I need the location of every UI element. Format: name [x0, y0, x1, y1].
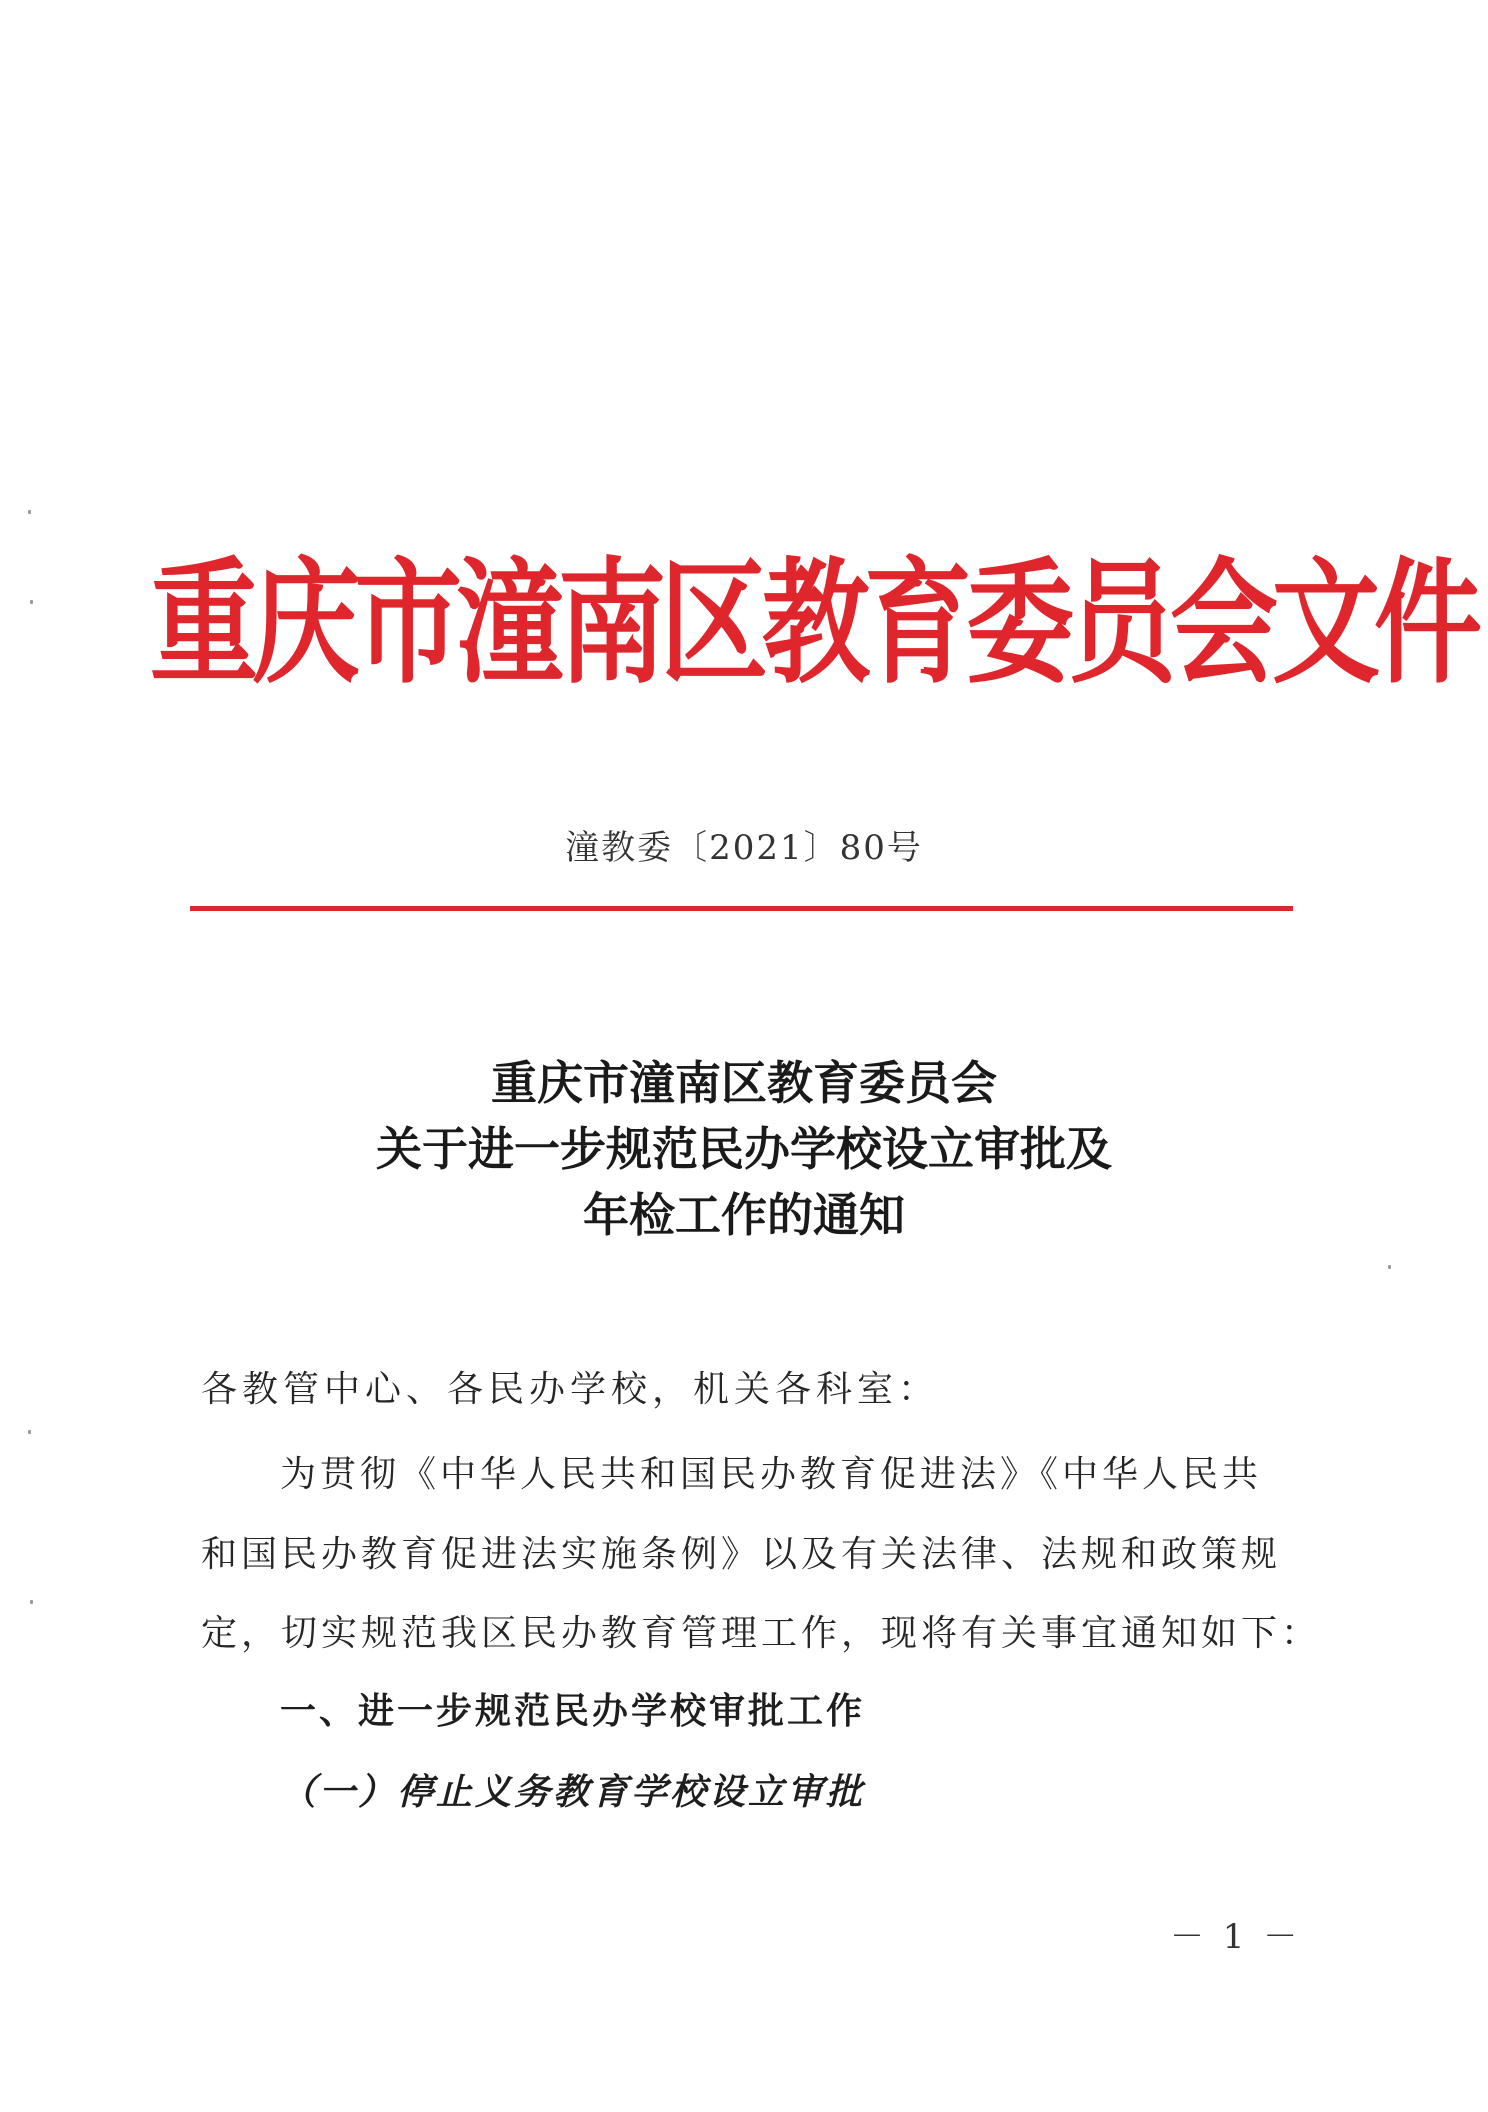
red-divider-rule	[190, 906, 1293, 911]
notice-title-line-3: 年检工作的通知	[583, 1188, 905, 1242]
subsection-heading: （一）停止义务教育学校设立审批	[280, 1771, 866, 1813]
notice-title-line-2: 关于进一步规范民办学校设立审批及	[376, 1122, 1112, 1176]
scan-speck	[28, 510, 31, 514]
scan-speck	[28, 1430, 31, 1434]
scan-speck	[1388, 1265, 1391, 1269]
section-heading: 一、进一步规范民办学校审批工作	[280, 1691, 866, 1732]
paragraph-line-1: 为贯彻《中华人民共和国民办教育促进法》《中华人民共	[280, 1454, 1263, 1495]
scan-speck	[30, 1600, 33, 1604]
paragraph-line-3: 定，切实规范我区民办教育管理工作，现将有关事宜通知如下：	[201, 1613, 1322, 1654]
document-number: 潼教委〔2021〕80号	[565, 828, 923, 868]
notice-title	[0, 1050, 1488, 1248]
paragraph-line-2: 和国民办教育促进法实施条例》以及有关法律、法规和政策规	[201, 1534, 1282, 1575]
scan-speck	[30, 600, 33, 604]
page-number: － 1 －	[1170, 1917, 1302, 1957]
salutation: 各教管中心、各民办学校，机关各科室：	[201, 1369, 940, 1410]
notice-title-line-1: 重庆市潼南区教育委员会	[491, 1056, 997, 1110]
masthead-title: 重庆市潼南区教育委员会文件	[150, 546, 1477, 703]
